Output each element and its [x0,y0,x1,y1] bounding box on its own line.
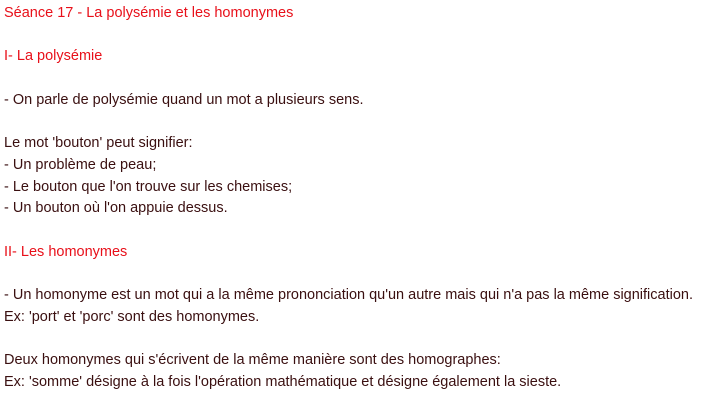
spacer [4,68,718,90]
list-item: - Un bouton où l'on appuie dessus. [4,200,228,217]
list-item: - Un problème de peau; [4,156,157,173]
spacer [4,220,718,242]
spacer [4,263,718,285]
spacer [4,111,718,133]
spacer [4,328,718,350]
section-heading-polysemie: I- La polysémie [4,48,103,65]
bouton-example-intro: Le mot 'bouton' peut signifier: [4,135,193,152]
homonyme-definition: - Un homonyme est un mot qui a la même prononciation qu'un autre mais qui n'a pas la même signification. [4,287,694,304]
homonyme-example: Ex: 'port' et 'porc' sont des homonymes. [4,308,260,325]
polysemie-definition: - On parle de polysémie quand un mot a plusieurs sens. [4,91,364,108]
spacer [4,25,718,47]
section-heading-homonymes: II- Les homonymes [4,243,128,260]
homographe-example: Ex: 'somme' désigne à la fois l'opération mathématique et désigne également la sieste. [4,373,562,390]
homographe-definition: Deux homonymes qui s'écrivent de la même manière sont des homographes: [4,352,501,369]
list-item: - Le bouton que l'on trouve sur les chemises; [4,178,293,195]
document-title: Séance 17 - La polysémie et les homonymes [4,5,294,21]
